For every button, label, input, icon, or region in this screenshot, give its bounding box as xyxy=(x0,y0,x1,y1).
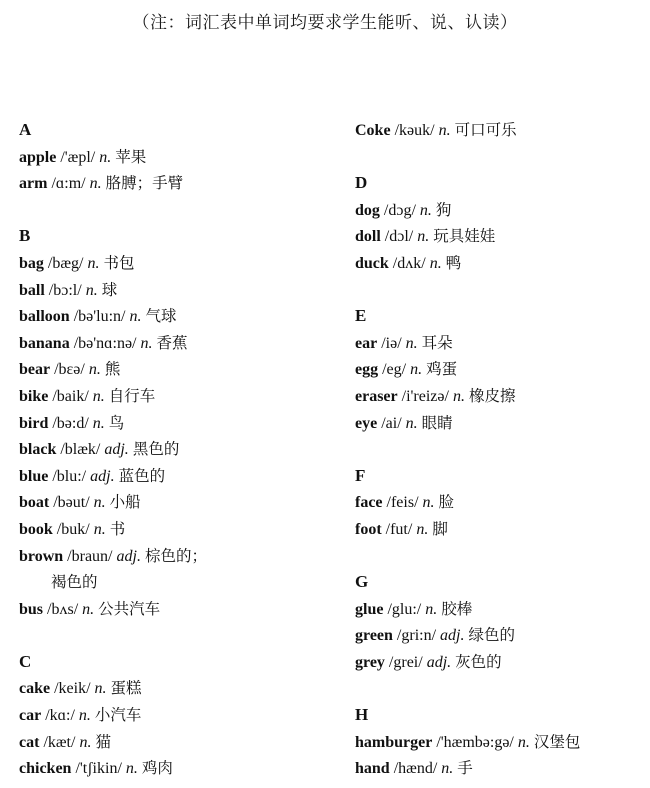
section-c-continued xyxy=(355,117,650,144)
entry-meaning: 黑色的 xyxy=(132,440,180,459)
entry-meaning: 书包 xyxy=(103,253,135,272)
vocab-entry xyxy=(19,489,339,516)
vocab-entry xyxy=(355,356,650,383)
entry-meaning: 球 xyxy=(101,280,118,299)
vocab-entry xyxy=(355,383,650,410)
entry-pos: n. xyxy=(438,122,451,139)
vocab-entry xyxy=(355,649,650,676)
entry-word: hamburger xyxy=(355,733,433,751)
entry-pos: n. xyxy=(88,361,101,379)
entry-ipa: /dɔl/ xyxy=(384,228,414,246)
entry-ipa: /bəut/ xyxy=(53,494,90,512)
entry-pos: n. xyxy=(410,361,423,379)
entry-word: balloon xyxy=(19,308,70,326)
vocab-entry xyxy=(355,330,650,357)
vocabulary-note: （注：词汇表中单词均要求学生能听、说、认读） xyxy=(132,13,518,33)
vocab-entry xyxy=(19,170,339,197)
entry-meaning: 鸡肉 xyxy=(141,759,173,778)
entry-ipa: /blæk/ xyxy=(60,441,101,459)
entry-ipa: /glu:/ xyxy=(387,600,422,618)
section-c xyxy=(19,649,339,782)
entry-meaning: 脸 xyxy=(438,493,455,512)
section-spacer xyxy=(355,144,650,171)
entry-meaning: 棕色的； xyxy=(144,546,207,565)
entry-ipa: /feis/ xyxy=(386,494,419,512)
vocab-entry xyxy=(19,463,339,490)
entry-pos: n. xyxy=(92,414,105,432)
entry-pos: n. xyxy=(441,760,454,778)
entry-meaning: 猫 xyxy=(95,732,111,751)
entry-word: cat xyxy=(19,733,40,751)
entry-ipa: /bæg/ xyxy=(47,254,84,272)
vocab-entry xyxy=(19,675,339,702)
entry-word: chicken xyxy=(19,760,72,778)
entry-pos: adj. xyxy=(426,653,452,671)
entry-word: bear xyxy=(19,361,51,379)
entry-ipa: /bɔ:l/ xyxy=(48,281,82,299)
entry-ipa: /gri:n/ xyxy=(396,627,437,645)
entry-ipa: /keik/ xyxy=(54,680,91,698)
entry-meaning: 公共汽车 xyxy=(98,599,161,618)
vocab-entry xyxy=(355,489,650,516)
entry-pos: n. xyxy=(79,733,92,751)
entry-pos: n. xyxy=(129,308,142,326)
entry-word: ear xyxy=(355,334,378,352)
entry-word: green xyxy=(355,627,393,645)
entry-ipa: /ai/ xyxy=(381,414,402,432)
entry-word: apple xyxy=(19,148,57,166)
section-letter: A xyxy=(19,120,32,139)
entry-word: hand xyxy=(355,760,390,778)
section-g xyxy=(355,569,650,675)
entry-ipa: /bʌs/ xyxy=(47,600,79,618)
entry-ipa: /fut/ xyxy=(385,520,413,538)
entry-meaning: 气球 xyxy=(145,307,177,326)
vocab-entry xyxy=(355,197,650,224)
entry-ipa: /iə/ xyxy=(381,334,402,352)
vocab-entry xyxy=(355,410,650,437)
entry-ipa: /hænd/ xyxy=(393,760,438,778)
right-column xyxy=(355,117,650,782)
entry-pos: n. xyxy=(93,494,106,512)
vocab-entry xyxy=(355,223,650,250)
entry-meaning: 书 xyxy=(109,519,126,538)
entry-word: brown xyxy=(19,547,64,565)
entry-meaning: 玩具娃娃 xyxy=(433,227,496,246)
entry-meaning: 蓝色的 xyxy=(118,466,166,485)
entry-word: grey xyxy=(355,653,385,671)
entry-meaning: 橡皮擦 xyxy=(468,386,516,405)
entry-meaning: 蛋糕 xyxy=(110,679,142,698)
entry-meaning: 胳膊；手臂 xyxy=(105,174,184,193)
entry-word: bag xyxy=(19,254,44,272)
entry-word: dog xyxy=(355,201,380,219)
entry-pos: n. xyxy=(93,520,106,538)
section-spacer xyxy=(355,675,650,702)
vocab-entry xyxy=(19,755,339,782)
entry-pos: adj. xyxy=(104,441,129,459)
entry-word: eye xyxy=(355,414,378,432)
vocab-entry xyxy=(19,303,339,330)
entry-word: duck xyxy=(355,254,389,272)
vocab-entry xyxy=(19,356,339,383)
entry-pos: adj. xyxy=(116,547,141,565)
entry-meaning: 自行车 xyxy=(108,386,156,405)
entry-meaning: 脚 xyxy=(432,519,448,538)
entry-word: blue xyxy=(19,467,49,485)
entry-word: black xyxy=(19,441,57,459)
vocab-entry xyxy=(355,250,650,277)
vocab-entry xyxy=(19,543,339,570)
entry-pos: n. xyxy=(140,334,153,352)
vocab-entry xyxy=(19,144,339,171)
entry-pos: n. xyxy=(419,201,432,219)
entry-ipa: /kɑ:/ xyxy=(45,707,75,725)
entry-ipa: /'hæmbə:gə/ xyxy=(436,733,514,751)
entry-pos: adj. xyxy=(90,467,115,485)
section-d xyxy=(355,170,650,276)
entry-meaning: 鸟 xyxy=(108,413,125,432)
section-a xyxy=(19,117,339,197)
entry-pos: n. xyxy=(416,520,429,538)
entry-word: eraser xyxy=(355,387,398,405)
entry-pos: n. xyxy=(517,733,530,751)
vocab-entry xyxy=(19,729,339,756)
vocab-entry xyxy=(19,277,339,304)
entry-meaning: 耳朵 xyxy=(421,333,453,352)
vocab-entry xyxy=(19,250,339,277)
vocab-entry xyxy=(19,436,339,463)
entry-pos: n. xyxy=(425,600,438,618)
entry-meaning: 可口可乐 xyxy=(454,121,517,139)
section-spacer xyxy=(19,622,339,649)
section-spacer xyxy=(355,436,650,463)
entry-meaning: 香蕉 xyxy=(156,333,188,352)
vocab-entry xyxy=(19,383,339,410)
entry-word: banana xyxy=(19,334,70,352)
section-letter: E xyxy=(355,306,367,326)
entry-ipa: /i'reizə/ xyxy=(401,387,449,405)
entry-ipa: /buk/ xyxy=(56,520,90,538)
entry-pos: n. xyxy=(87,254,100,272)
section-b xyxy=(19,223,339,622)
entry-meaning: 狗 xyxy=(435,200,452,219)
section-e xyxy=(355,303,650,436)
left-column xyxy=(19,117,339,782)
entry-pos: n. xyxy=(452,387,465,405)
vocab-entry xyxy=(19,330,339,357)
entry-pos: n. xyxy=(422,494,435,512)
entry-ipa: /eg/ xyxy=(382,361,407,379)
vocab-entry xyxy=(19,596,339,623)
entry-word: doll xyxy=(355,228,381,246)
entry-meaning: 鸡蛋 xyxy=(426,360,458,379)
entry-pos: n. xyxy=(125,760,138,778)
entry-pos: n. xyxy=(78,707,91,725)
entry-ipa: /'æpl/ xyxy=(60,148,96,166)
section-letter: D xyxy=(355,173,368,193)
entry-meaning: 绿色的 xyxy=(468,626,515,645)
entry-ipa: /baik/ xyxy=(52,387,89,405)
section-spacer xyxy=(355,277,650,304)
entry-ipa: /kəuk/ xyxy=(394,122,435,139)
entry-word: face xyxy=(355,494,383,512)
entry-ipa: /dʌk/ xyxy=(392,254,426,272)
entry-pos: n. xyxy=(92,387,105,405)
entry-pos: n. xyxy=(405,334,418,352)
entry-word: arm xyxy=(19,175,48,193)
entry-ipa: /ɑ:m/ xyxy=(51,175,86,193)
section-letter: C xyxy=(19,651,32,671)
entry-word: bus xyxy=(19,600,44,618)
section-letter: H xyxy=(355,705,369,725)
entry-pos: n. xyxy=(429,254,442,272)
entry-pos: n. xyxy=(85,281,98,299)
entry-word: ball xyxy=(19,281,45,299)
section-spacer xyxy=(19,197,339,224)
entry-ipa: /bə'nɑ:nə/ xyxy=(73,334,137,352)
entry-meaning: 熊 xyxy=(104,360,121,379)
entry-word: book xyxy=(19,520,53,538)
section-spacer xyxy=(355,543,650,570)
vocab-entry xyxy=(19,516,339,543)
entry-ipa: /dɔg/ xyxy=(383,201,416,219)
entry-meaning: 苹果 xyxy=(115,147,147,166)
entry-word: foot xyxy=(355,520,382,538)
entry-meaning: 小汽车 xyxy=(94,706,142,725)
entry-word: bike xyxy=(19,387,49,405)
section-letter: B xyxy=(19,226,31,246)
entry-meaning: 鸭 xyxy=(445,253,462,272)
entry-word: glue xyxy=(355,600,384,618)
vocab-entry xyxy=(19,702,339,729)
vocab-entry xyxy=(355,117,650,144)
entry-ipa: /bə:d/ xyxy=(52,414,89,432)
entry-pos: n. xyxy=(417,228,430,246)
section-h xyxy=(355,702,650,782)
entry-meaning: 灰色的 xyxy=(455,652,502,671)
entry-pos: adj. xyxy=(440,627,465,645)
entry-meaning: 手 xyxy=(457,759,473,778)
entry-ipa: /kæt/ xyxy=(43,733,76,751)
entry-ipa: /bə'lu:n/ xyxy=(73,308,126,326)
vocab-entry xyxy=(355,622,650,649)
section-letter: G xyxy=(355,572,369,592)
vocab-entry-continuation xyxy=(19,569,339,596)
entry-pos: n. xyxy=(94,680,107,698)
entry-ipa: /bεə/ xyxy=(54,361,85,379)
entry-meaning: 小船 xyxy=(109,493,141,512)
entry-pos: n. xyxy=(405,414,418,432)
entry-word: car xyxy=(19,707,42,725)
section-f xyxy=(355,463,650,543)
vocab-entry xyxy=(355,516,650,543)
entry-pos: n. xyxy=(82,600,95,618)
entry-ipa: /'tʃikin/ xyxy=(75,760,122,778)
entry-meaning: 汉堡包 xyxy=(533,732,581,751)
entry-pos: n. xyxy=(89,175,102,193)
entry-word: boat xyxy=(19,494,50,512)
vocab-entry xyxy=(355,596,650,623)
vocab-entry xyxy=(355,755,650,782)
entry-word: egg xyxy=(355,361,379,379)
entry-meaning: 眼睛 xyxy=(421,413,453,432)
entry-ipa: /blu:/ xyxy=(52,467,87,485)
entry-ipa: /braun/ xyxy=(67,547,113,565)
entry-meaning: 胶棒 xyxy=(441,599,473,618)
entry-word: cake xyxy=(19,680,51,698)
entry-word: bird xyxy=(19,414,49,432)
entry-word: Coke xyxy=(355,122,391,139)
vocab-entry xyxy=(355,729,650,756)
entry-pos: n. xyxy=(99,148,112,166)
entry-meaning-continuation: 褐色的 xyxy=(51,573,98,592)
entry-ipa: /grei/ xyxy=(388,653,423,671)
vocab-entry xyxy=(19,410,339,437)
section-letter: F xyxy=(355,465,366,485)
